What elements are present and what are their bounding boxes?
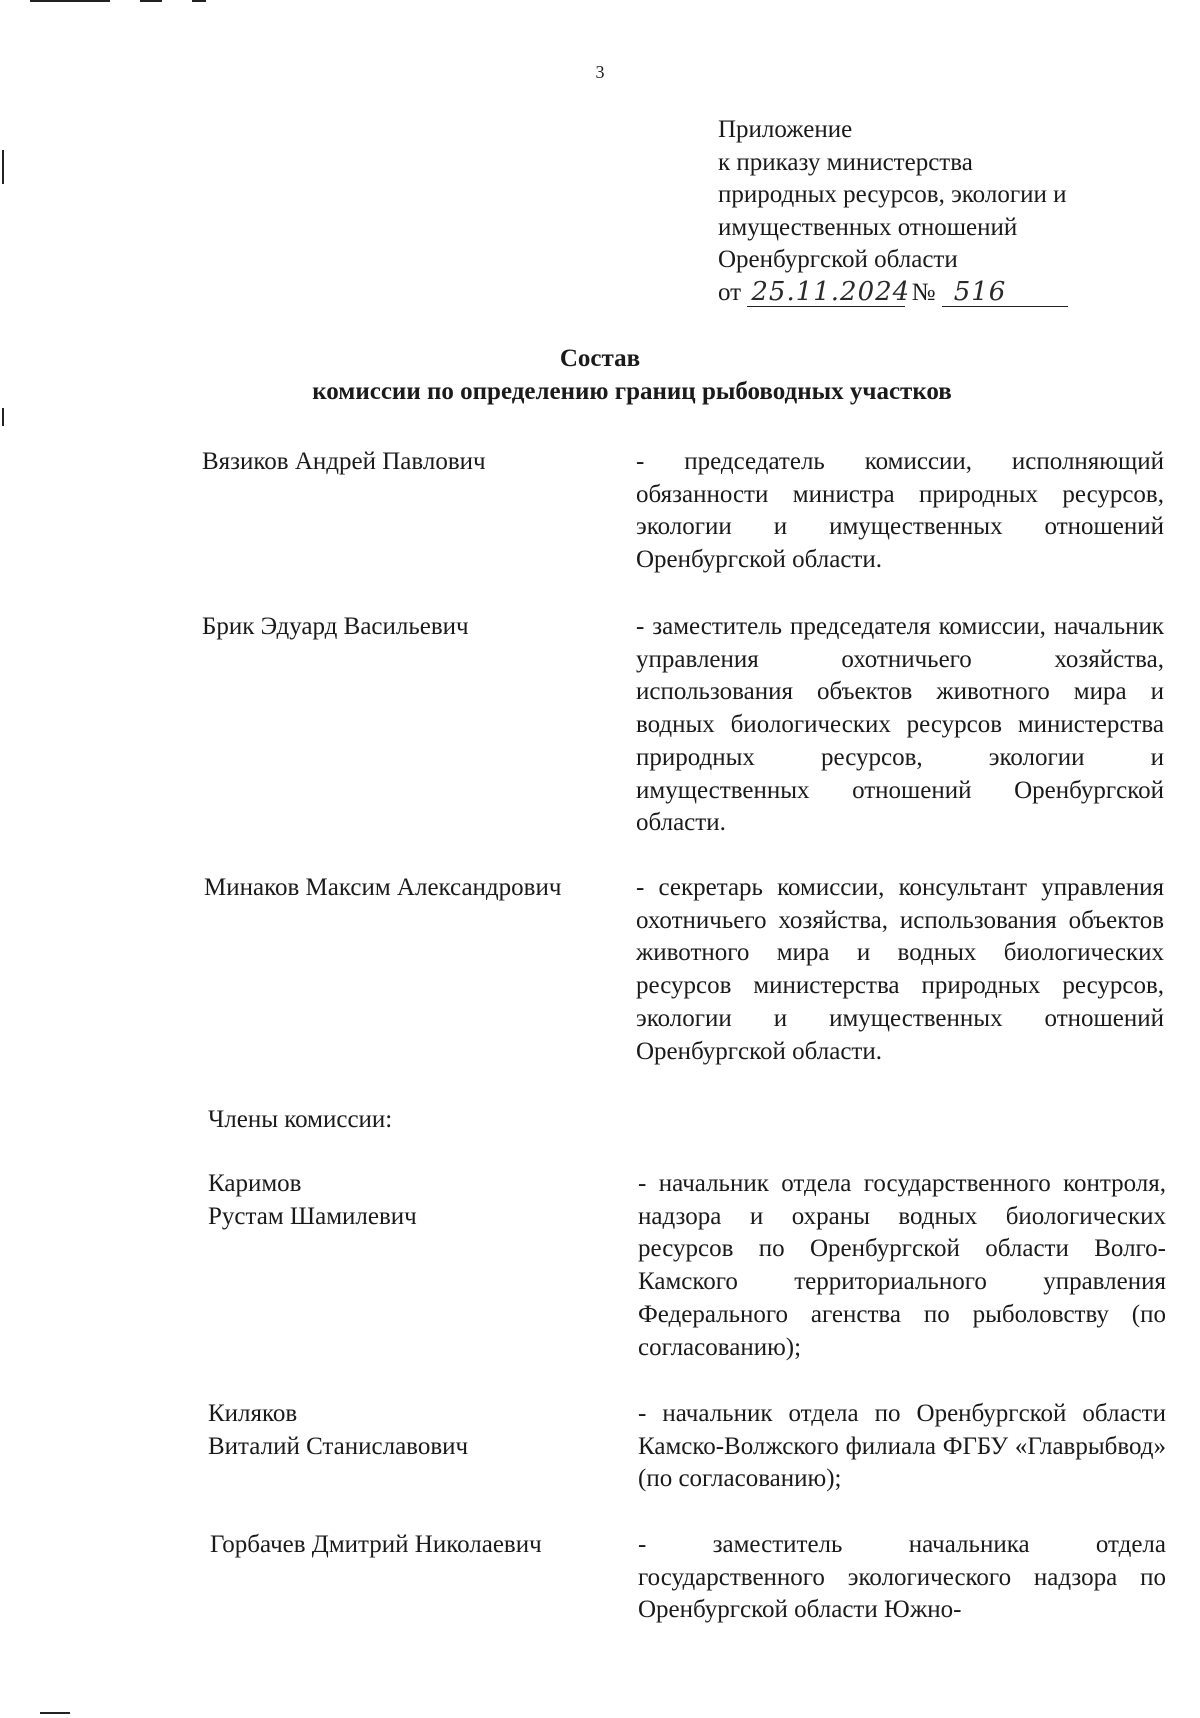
- scan-mark: [2, 408, 4, 426]
- number-sign: №: [911, 278, 936, 306]
- member-role: - секретарь комиссии, консультант управления охотничьего хозяйства, использования объектов животного мира и водных биологических ресурсов министерства природных ресурсов, экологии и имущественных отношений Оренбургской области.: [636, 874, 1164, 1065]
- member-role: - заместитель председателя комиссии, начальник управления охотничьего хозяйства, использования объектов животного мира и водных биологических ресурсов министерства природных ресурсов, экологии и имущественных отношений Оренбургской области.: [636, 613, 1164, 837]
- appendix-line: Оренбургской области: [718, 246, 958, 273]
- members-label: Члены комиссии:: [208, 1106, 393, 1133]
- date-prefix: от: [718, 278, 742, 306]
- order-date-number-line: [718, 277, 1068, 310]
- member-name: Горбачев Дмитрий Николаевич: [210, 1531, 542, 1558]
- appendix-header: [718, 114, 1068, 309]
- scan-mark: [30, 0, 110, 2]
- member-name: Вязиков Андрей Павлович: [202, 448, 486, 475]
- scan-mark: [40, 1712, 70, 1714]
- page-number: 3: [595, 62, 605, 82]
- document-title: [0, 342, 1200, 408]
- member-name: Киляков Виталий Станиславович: [208, 1400, 469, 1460]
- appendix-line: Приложение: [718, 116, 853, 143]
- member-role: - начальник отдела государственного контроля, надзора и охраны водных биологических ресурсов по Оренбургской области Волго-Камского территориального управления Федерального агенства по рыболовству (по согласованию);: [638, 1170, 1166, 1361]
- appendix-line: имущественных отношений: [718, 213, 1018, 241]
- member-role: - начальник отдела по Оренбургской области Камско-Волжского филиала ФГБУ «Главрыбвод» (по согласованию);: [638, 1400, 1166, 1493]
- title-line-1: Состав: [559, 345, 641, 372]
- member-role: - председатель комиссии, исполняющий обязанности министра природных ресурсов, экологии и имущественных отношений Оренбургской области.: [636, 448, 1164, 574]
- appendix-line: природных ресурсов, экологии и: [718, 181, 1067, 208]
- order-number: 516: [942, 278, 1068, 307]
- scan-mark: [2, 150, 4, 184]
- member-name: Минаков Максим Александрович: [204, 874, 562, 901]
- member-name: Брик Эдуард Васильевич: [202, 613, 469, 640]
- member-name: Каримов Рустам Шамилевич: [208, 1170, 417, 1230]
- member-role: - заместитель начальника отдела государственного экологического надзора по Оренбургской области Южно-: [638, 1531, 1166, 1624]
- order-date: 25.11.2024: [747, 278, 905, 307]
- scan-mark: [192, 0, 206, 2]
- appendix-line: к приказу министерства: [718, 148, 973, 176]
- title-line-2: комиссии по определению границ рыбоводных участков: [312, 378, 952, 405]
- scan-mark: [140, 0, 162, 2]
